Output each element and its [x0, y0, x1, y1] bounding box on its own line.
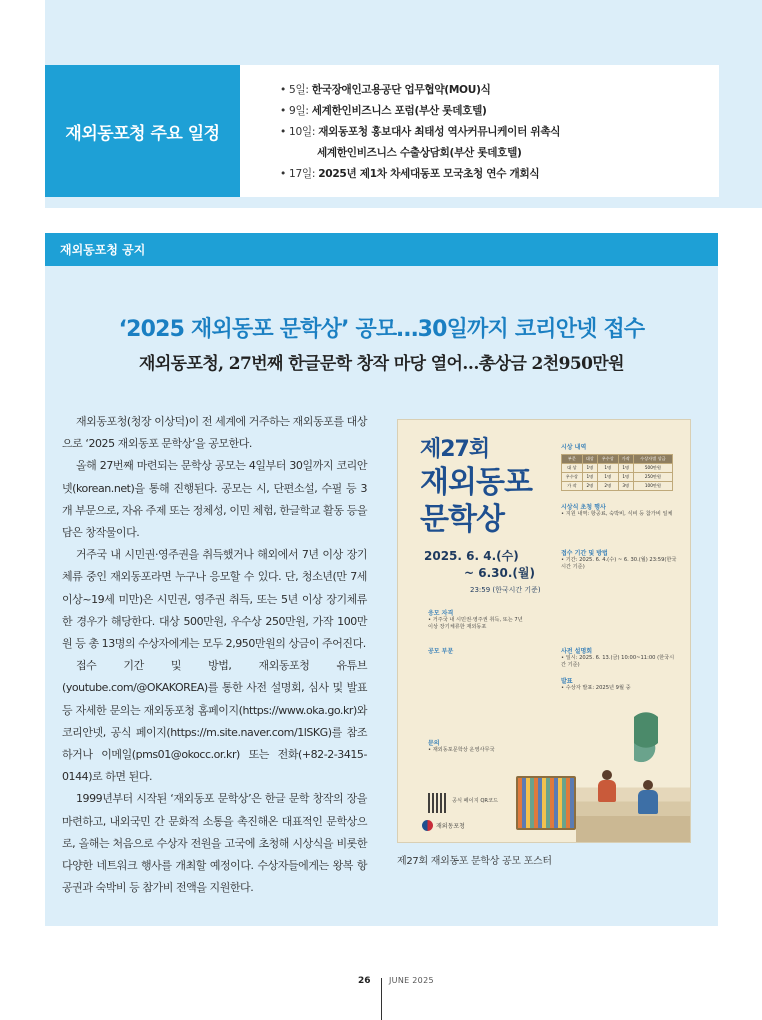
taegeuk-logo-icon [422, 820, 433, 831]
reader-figure-icon [638, 790, 658, 814]
poster-section: 공모 부문 [428, 648, 454, 655]
reader-head-icon [602, 770, 612, 780]
schedule-title: 재외동포청 주요 일정 [45, 65, 240, 197]
poster-section: 발표 • 수상자 발표: 2025년 9월 중 [561, 678, 631, 691]
poster-section: 시상식 초청 행사 • 지원 내역: 항공료, 숙박비, 식비 등 참가비 일체 [561, 504, 673, 517]
article-paragraph: 올해 27번째 마련되는 문학상 공모는 4일부터 30일까지 코리안넷(korean.net)을 통해 진행된다. 공모는 시, 단편소설, 수필 등 3개 부문으로, 자유 주제 또는 정체성, 이민 체험, 한글학교 활동 등을 담은 창작물이다. [62, 459, 367, 540]
table-row: 우수상 1명 1명 1명 250만원 [562, 473, 673, 482]
bookshelf-illustration [516, 776, 576, 830]
schedule-item-continued: 세계한인비즈니스 수출상담회(부산 롯데호텔) [317, 147, 522, 159]
schedule-list [280, 80, 710, 185]
notice-section-label: 재외동포청 공지 [45, 233, 718, 266]
qr-label: 공식 페이지 QR코드 [452, 798, 499, 804]
schedule-item: • 9일: 세계한인비즈니스 포럼(부산 롯데호텔) [280, 105, 487, 117]
poster-section: 시상 내역 [561, 444, 587, 451]
schedule-item: • 17일: 2025년 제1차 차세대동포 모국초청 연수 개회식 [280, 168, 540, 180]
reader-head-icon [643, 780, 653, 790]
qr-code-icon [428, 793, 448, 813]
article-subhead: 재외동포청, 27번째 한글문학 창작 마당 열어…총상금 2천950만원 [139, 354, 624, 374]
poster-section: 사전 설명회 • 일시: 2025. 6. 13.(금) 10:00~11:00 (한국시간 기준) [561, 648, 675, 668]
poster-section: 문의 • 재외동포문학상 운영사무국 [428, 740, 495, 753]
article-paragraph: 재외동포청(청장 이상덕)이 전 세계에 거주하는 재외동포를 대상으로 ‘2025 재외동포 문학상’을 공모한다. [62, 415, 367, 451]
footer-divider [381, 978, 382, 1020]
table-row: 대 상 1명 1명 1명 500만원 [562, 464, 673, 473]
poster-caption: 제27회 재외동포 문학상 공모 포스터 [397, 856, 552, 867]
schedule-item: • 5일: 한국장애인고용공단 업무협약(MOU)식 [280, 84, 491, 96]
article-paragraph: 접수 기간 및 방법, 재외동포청 유튜브(youtube.com/@OKAKOREA)를 통한 사전 설명회, 심사 및 발표 등 자세한 문의는 재외동포청 홈페이지(https://www.oka.go.kr)와 코리안넷, 공식 페이지(https://m.site.naver.com/1lSKG)를 참조하거나 이메일(pms01@okocc.or.kr) 또는 전화(+82-2-3415-0144)로 하면 된다. [62, 659, 367, 784]
article-body [62, 411, 367, 899]
schedule-item: • 10일: 재외동포청 홍보대사 최태성 역사커뮤니케이터 위촉식 [280, 126, 561, 138]
page-number: 26 [358, 976, 371, 986]
article-paragraph: 거주국 내 시민권·영주권을 취득했거나 해외에서 7년 이상 장기 체류 중인 재외동포라면 누구나 응모할 수 있다. 단, 청소년(만 7세이상~19세 미만)은 시민권, 영주권 취득, 또는 5년 이상 장기체류한 경우가 해당한다. 대상 500만원, 우수상 250만원, 가작 100만원 등 총 13명의 수상자에게는 모두 2,950만원의 상금이 주어진다. [62, 548, 367, 651]
poster-prize-table: 부문 대상 우수상 가작 수상자별 상금 대 상 1명 1명 1명 500만원 우수상 1명 1명 1명 250만원 가 작 2명 2명 3명 100만원 [561, 454, 673, 491]
poster-section: 접수 기간 및 방법 • 기간: 2025. 6. 4.(수) ~ 6. 30.(월) 23:59(한국시간 기준) [561, 550, 677, 570]
table-row: 가 작 2명 2명 3명 100만원 [562, 482, 673, 491]
poster-section: 응모 자격 • 거주국 내 시민권·영주권 취득, 또는 7년 이상 장기체류한 재외동포 [428, 610, 523, 630]
article-paragraph: 1999년부터 시작된 ‘재외동포 문학상’은 한글 문학 창작의 장을 마련하고, 내외국민 간 문화적 소통을 촉진해온 대표적인 문학상으로, 올해는 처음으로 수상자 전원을 고국에 초청해 시상식을 비롯한 다양한 네트워크 행사를 개최할 예정이다. 수상자들에게는 왕복 항공권과 숙박비 등 참가비 전액을 지원한다. [62, 792, 367, 895]
poster-title: 제27회 재외동포 문학상 [420, 437, 532, 538]
reader-figure-icon [598, 780, 616, 802]
plant-illustration [634, 712, 658, 772]
issue-label: JUNE 2025 [389, 976, 434, 985]
article-headline: ‘2025 재외동포 문학상’ 공모…30일까지 코리안넷 접수 [118, 317, 645, 342]
agency-logo: 재외동포청 [422, 820, 465, 831]
poster-dates: 2025. 6. 4.(수) ~ 6.30.(월) 23:59 (한국시간 기준) [424, 549, 541, 594]
contest-poster [397, 419, 691, 843]
